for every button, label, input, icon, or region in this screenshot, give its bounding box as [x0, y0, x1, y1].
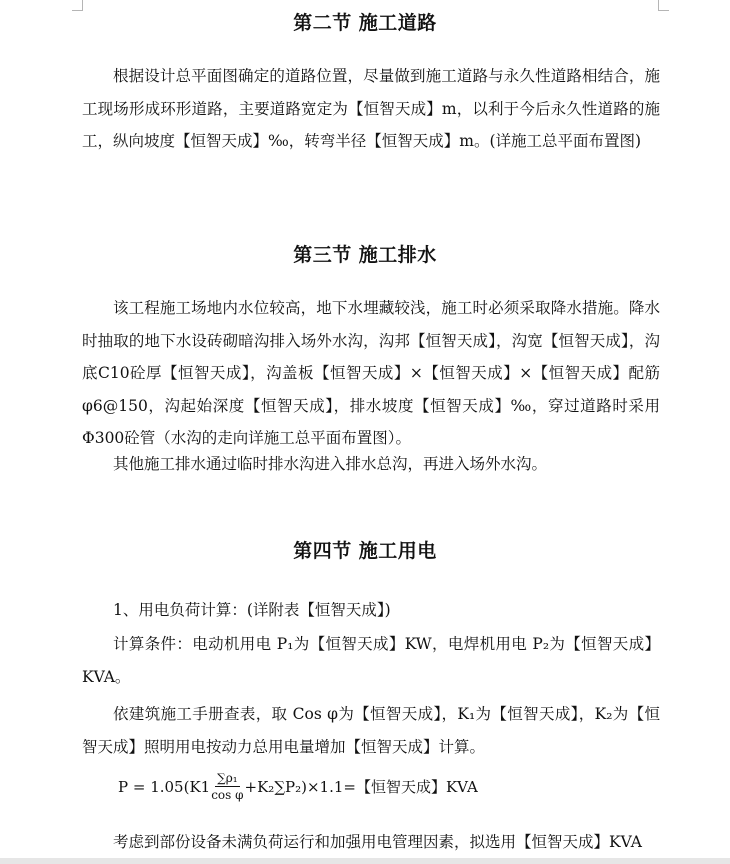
fraction-numerator: ∑ρ₁	[217, 771, 238, 785]
section-heading-drainage: 第三节 施工排水	[293, 244, 437, 266]
paragraph-selection: 考虑到部份设备未满负荷运行和加强用电管理因素，拟选用【恒智天成】KVA	[113, 833, 642, 851]
paragraph-conditions: 计算条件：电动机用电 P₁为【恒智天成】KW，电焊机用电 P₂为【恒智天成】KVA。	[82, 635, 660, 686]
section-heading-road: 第二节 施工道路	[293, 12, 437, 34]
paragraph-drainage: 该工程施工场地内水位较高，地下水埋藏较浅，施工时必须采取降水措施。降水时抽取的地下水设砖砌暗沟排入场外水沟，沟邦【恒智天成】，沟宽【恒智天成】，沟底C10砼厚【恒智天成】，沟盖板【恒智天成】×【恒智天成】×【恒智天成】配筋φ6@150，沟起始深度【恒智天成】，排水坡度【恒智天成】‰，穿过道路时采用Φ300砼管（水沟的走向详施工总平面布置图）。	[82, 299, 660, 447]
formula-lhs: P = 1.05(K1	[118, 777, 211, 796]
formula-rhs: +K₂∑P₂)×1.1=【恒智天成】KVA	[244, 778, 478, 796]
bottom-scroll-strip	[0, 858, 730, 864]
power-formula	[118, 772, 478, 801]
paragraph-lookup: 依建筑施工手册查表，取 Cos φ为【恒智天成】，K₁为【恒智天成】，K₂为【恒智天成】照明用电按动力总用电量增加【恒智天成】计算。	[82, 705, 660, 756]
paragraph-road: 根据设计总平面图确定的道路位置，尽量做到施工道路与永久性道路相结合，施工现场形成环形道路，主要道路宽定为【恒智天成】m，以利于今后永久性道路的施工，纵向坡度【恒智天成】‰，转弯半径【恒智天成】m。(详施工总平面布置图)	[82, 67, 660, 150]
fraction-denominator: cos φ	[211, 788, 244, 802]
formula-fraction	[211, 772, 243, 801]
list-item-load-calc: 1、用电负荷计算：(详附表【恒智天成】)	[113, 601, 391, 619]
section-heading-power: 第四节 施工用电	[293, 540, 437, 562]
paragraph-drainage-other: 其他施工排水通过临时排水沟进入排水总沟，再进入场外水沟。	[113, 455, 548, 473]
